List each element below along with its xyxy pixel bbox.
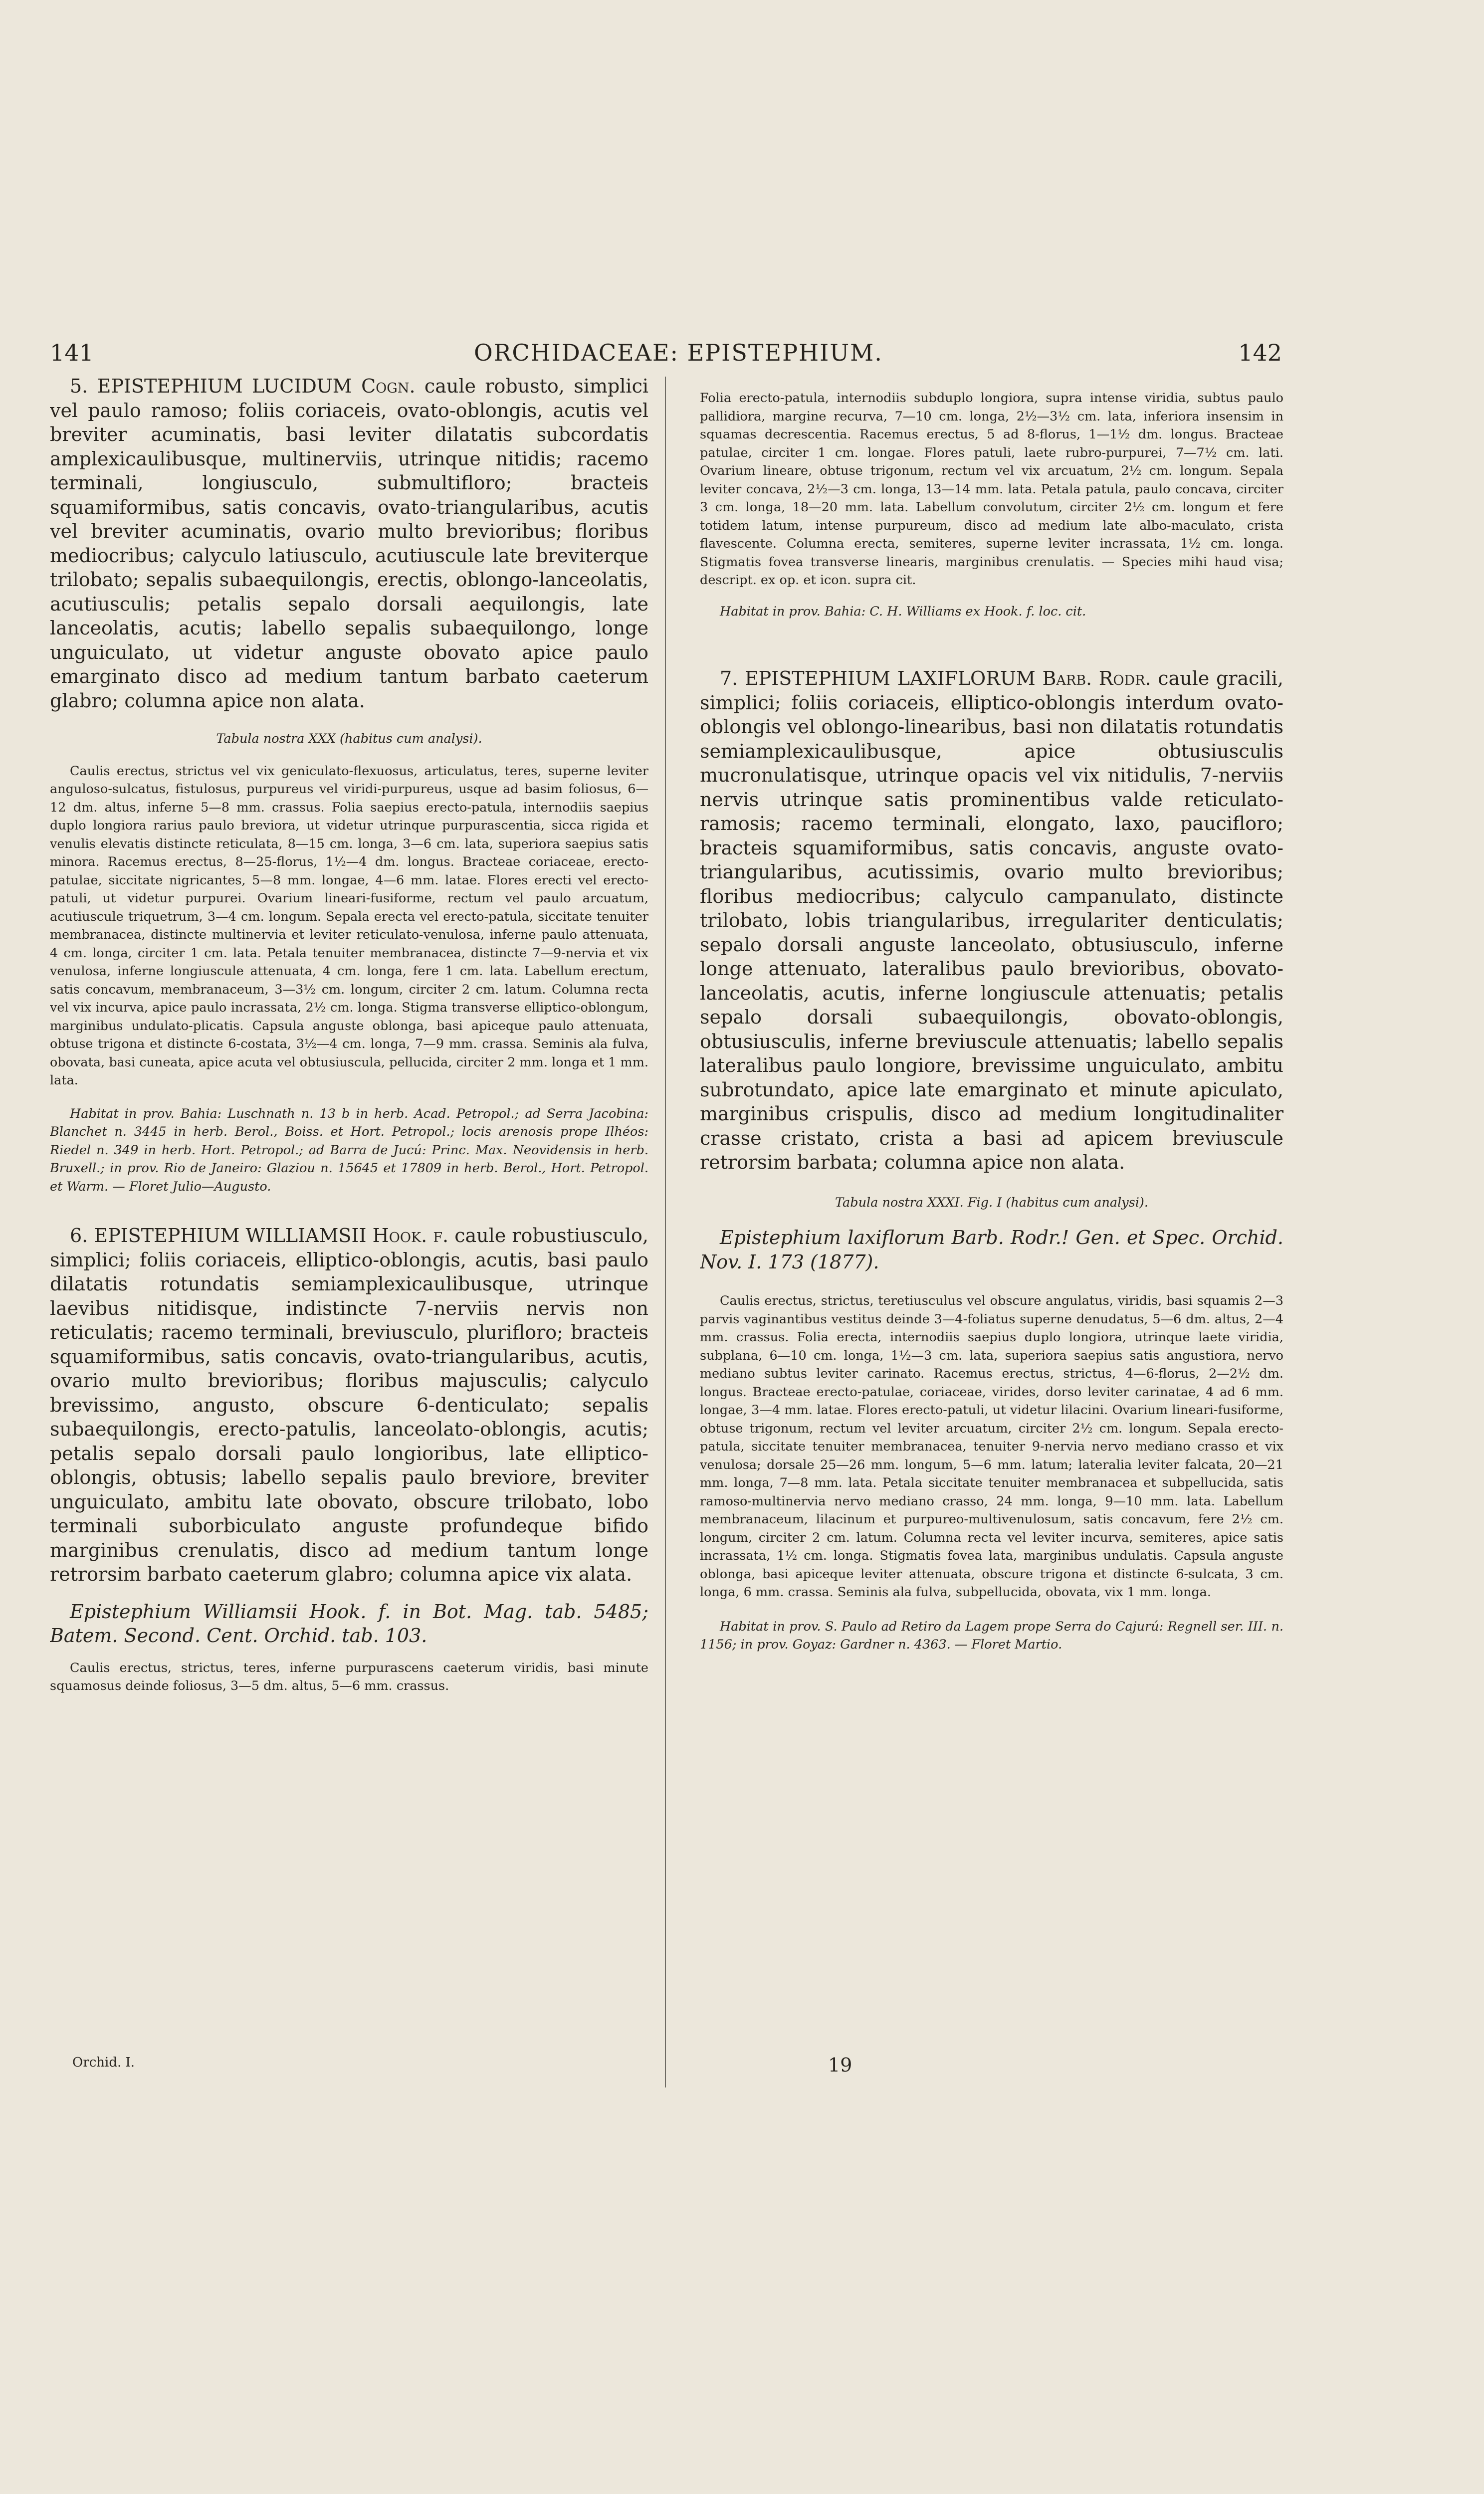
running-title: ORCHIDACEAE: EPISTEPHIUM.	[474, 339, 883, 366]
running-header	[50, 339, 1282, 369]
species-5-plate-reference: Tabula nostra XXX (habitus cum analysi).	[216, 731, 482, 746]
species-6-author: Hook. f.	[372, 1225, 449, 1247]
species-5-name: 5. EPISTEPHIUM LUCIDUM	[70, 375, 362, 397]
species-7-plate-reference: Tabula nostra XXXI. Fig. I (habitus cum analysi).	[835, 1195, 1148, 1210]
species-7-author: Barb. Rodr.	[1042, 667, 1151, 689]
page-number-right: 142	[1238, 339, 1282, 366]
species-6-description-continued: Folia erecto-patula, internodiis subduplo longiora, supra intense viridia, subtus paulo pallidiora, margine recurva, 7—10 cm. longa, 2½—3½ cm. lata, inferiora insensim in squamas decrescentia. Racemus erectus, 5 ad 8-florus, 1—1½ dm. longus. Bracteae patulae, circiter 1 cm. longae. Flores patuli, laete rubro-purpurei, 7—7½ cm. lati. Ovarium lineare, obtuse trigonum, rectum vel vix arcuatum, 2½ cm. longum. Sepala leviter concava, 2½—3 cm. longa, 13—14 mm. lata. Petala patula, paulo concava, circiter 3 cm. longa, 18—20 mm. lata. Labellum convolutum, circiter 2½ cm. longum et fere totidem latum, intense purpureum, disco ad medium late albo-maculato, crista flavescente. Columna erecta, semiteres, superne leviter incrassata, 1½ cm. longa. Stigmatis fovea transverse linearis, marginibus crenulatis. — Species mihi haud visa; descript. ex op. et icon. supra cit.	[700, 391, 1283, 588]
left-column	[50, 374, 648, 2075]
species-5-author: Cogn.	[361, 375, 416, 397]
species-6-description-start: Caulis erectus, strictus, teres, inferne purpurascens caeterum viridis, basi minute squamosus deinde foliosus, 3—5 dm. altus, 5—6 mm. crassus.	[50, 1660, 648, 1693]
species-7-habitat: Habitat in prov. S. Paulo ad Retiro da Lagem prope Serra do Cajurú: Regnell ser. III. n. 1156; in prov. Goyaz: Gardner n. 4363. — Floret Martio.	[700, 1619, 1283, 1652]
species-7-synonymy: Epistephium laxiflorum Barb. Rodr.! Gen. et Spec. Orchid. Nov. I. 173 (1877).	[700, 1227, 1283, 1273]
right-column	[700, 389, 1283, 2090]
species-6-name: 6. EPISTEPHIUM WILLIAMSII	[70, 1225, 373, 1247]
page-number-left: 141	[50, 339, 94, 366]
species-6-synonymy: Epistephium Williamsii Hook. f. in Bot. Mag. tab. 5485; Batem. Second. Cent. Orchid. tab. 103.	[50, 1600, 648, 1647]
species-6-diagnosis: 6. EPISTEPHIUM WILLIAMSII Hook. f. caule robustiusculo, simplici; foliis coriaceis, elliptico-oblongis, acutis, basi paulo dilatatis rotundatis semiamplexicaulibusque, utrinque laevibus nitidisque, indistincte 7-nerviis nervis non reticulatis; racemo terminali, breviusculo, plurifloro; bracteis squamiformibus, satis concavis, ovato-triangularibus, acutis, ovario multo brevioribus; floribus majusculis; calyculo brevissimo, angusto, obscure 6-denticulato; sepalis subaequilongis, erecto-patulis, lanceolato-oblongis, acutis; petalis sepalo dorsali paulo longioribus, late elliptico-oblongis, obtusis; labello sepalis paulo breviore, breviter unguiculato, ambitu late obovato, obscure trilobato, lobo terminali suborbiculato anguste profundeque bifido marginibus crenulatis, disco ad medium tantum longe retrorsim barbato caeterum glabro; columna apice vix alata.	[50, 1225, 648, 1585]
species-7-description: Caulis erectus, strictus, teretiusculus vel obscure angulatus, viridis, basi squamis 2—3 parvis vaginantibus vestitus deinde 3—4-foliatus superne denudatus, 5—6 dm. altus, 2—4 mm. crassus. Folia erecta, internodiis saepius duplo longiora, utrinque laete viridia, subplana, 6—10 cm. longa, 1½—3 cm. lata, superiora saepius satis angustiora, nervo mediano subtus leviter carinato. Racemus erectus, strictus, 4—6-florus, 2—2½ dm. longus. Bracteae erecto-patulae, coriaceae, virides, dorso leviter carinatae, 4 ad 6 mm. longae, 3—4 mm. latae. Flores erecto-patuli, ut videtur lilacini. Ovarium lineari-fusiforme, obtuse trigonum, rectum vel leviter arcuatum, circiter 2½ cm. longum. Sepala erecto-patula, siccitate tenuiter membranacea, tenuiter 9-nervia nervo mediano crasso et vix venulosa; dorsale 25—26 mm. longum, 5—6 mm. latum; lateralia leviter falcata, 20—21 mm. longa, 7—8 mm. lata. Petala siccitate tenuiter membranacea et subpellucida, satis ramoso-multinervia nervo mediano crasso, 24 mm. longa, 9—10 mm. lata. Labellum membranaceum, lilacinum et purpureo-multivenulosum, satis concavum, fere 2½ cm. longum, circiter 2 cm. latum. Columna recta vel leviter incurva, semiteres, apice satis incrassata, 1½ cm. longa. Stigmatis fovea lata, marginibus undulatis. Capsula anguste oblonga, basi apiceque leviter attenuata, obscure trigona et distincte 6-sulcata, 3 cm. longa, 6 mm. crassa. Seminis ala fulva, subpellucida, obovata, vix 1 mm. longa.	[700, 1293, 1283, 1600]
species-5-description: Caulis erectus, strictus vel vix geniculato-flexuosus, articulatus, teres, superne leviter anguloso-sulcatus, fistulosus, purpureus vel viridi-purpureus, usque ad basim foliosus, 6—12 dm. altus, inferne 5—8 mm. crassus. Folia saepius erecto-patula, internodiis saepius duplo longiora rarius paulo breviora, ut videtur utrinque purpurascentia, sicca rigida et venulis elevatis distincte reticulata, 8—15 cm. longa, 3—6 cm. lata, superiora saepius satis minora. Racemus erectus, 8—25-florus, 1½—4 dm. longus. Bracteae coriaceae, erecto-patulae, siccitate nigricantes, 5—8 mm. longae, 4—6 mm. latae. Flores erecti vel erecto-patuli, ut videtur purpurei. Ovarium lineari-fusiforme, rectum vel paulo arcuatum, acutiuscule triquetrum, 3—4 cm. longum. Sepala erecta vel erecto-patula, siccitate tenuiter membranacea, distincte multinervia et leviter reticulato-venulosa, inferne paulo attenuata, 4 cm. longa, circiter 1 cm. lata. Petala tenuiter membranacea, distincte 7—9-nervia et vix venulosa, inferne longiuscule attenuata, 4 cm. longa, fere 1 cm. lata. Labellum erectum, satis concavum, membranaceum, 3—3½ cm. longum, circiter 2 cm. latum. Columna recta vel vix incurva, apice paulo incrassata, 2½ cm. longa. Stigma transverse elliptico-oblongum, marginibus undulato-plicatis. Capsula anguste oblonga, basi apiceque paulo attenuata, obtuse trigona et distincte 6-costata, 3½—4 cm. longa, 7—9 mm. crassa. Seminis ala fulva, obovata, basi cuneata, apice acuta vel obtusiuscula, pellucida, circiter 2 mm. longa et 1 mm. lata.	[50, 763, 648, 1088]
volume-label: Orchid. I.	[72, 2055, 135, 2070]
sheet-number: 19	[828, 2054, 852, 2076]
species-5-diagnosis: 5. EPISTEPHIUM LUCIDUM Cogn. caule robusto, simplici vel paulo ramoso; foliis coriaceis, ovato-oblongis, acutis vel breviter acuminatis, basi leviter dilatatis subcordatis amplexicaulibusque, multinerviis, utrinque nitidis; racemo terminali, longiusculo, submultifloro; bracteis squamiformibus, satis concavis, ovato-triangularibus, acutis vel breviter acuminatis, ovario multo brevioribus; floribus mediocribus; calyculo latiusculo, acutiuscule late breviterque trilobato; sepalis subaequilongis, erectis, oblongo-lanceolatis, acutiusculis; petalis sepalo dorsali aequilongis, late lanceolatis, acutis; labello sepalis subaequilongo, longe unguiculato, ut videtur anguste obovato apice paulo emarginato disco ad medium tantum barbato caeterum glabro; columna apice non alata.	[50, 375, 648, 712]
species-5-habitat: Habitat in prov. Bahia: Luschnath n. 13 b in herb. Acad. Petropol.; ad Serra Jacobina: Blanchet n. 3445 in herb. Berol., Boiss. et Hort. Petropol.; locis arenosis prope Ilhéos: Riedel n. 349 in herb. Hort. Petropol.; ad Barra de Jucú: Princ. Max. Neovidensis in herb. Bruxell.; in prov. Rio de Janeiro: Glaziou n. 15645 et 17809 in herb. Berol., Hort. Petropol. et Warm. — Floret Julio—Augusto.	[50, 1106, 648, 1194]
species-6-habitat: Habitat in prov. Bahia: C. H. Williams ex Hook. f. loc. cit.	[720, 604, 1086, 619]
species-7-diagnosis: 7. EPISTEPHIUM LAXIFLORUM Barb. Rodr. caule gracili, simplici; foliis coriaceis, elliptico-oblongis interdum ovato-oblongis vel oblongo-linearibus, basi non dilatatis rotundatis semiamplexicaulibusque, apice obtusiusculis mucronulatisque, utrinque opacis vel vix nitidulis, 7-nerviis nervis utrinque satis prominentibus valde reticulato-ramosis; racemo terminali, elongato, laxo, paucifloro; bracteis squamiformibus, satis concavis, anguste ovato-triangularibus, acutissimis, ovario multo brevioribus; floribus mediocribus; calyculo campanulato, distincte trilobato, lobis triangularibus, irregulariter denticulatis; sepalo dorsali anguste lanceolato, obtusiusculo, inferne longe attenuato, lateralibus paulo brevioribus, obovato-lanceolatis, acutis, inferne longiuscule attenuatis; petalis sepalo dorsali subaequilongis, obovato-oblongis, obtusiusculis, inferne breviuscule attenuatis; labello sepalis lateralibus paulo longiore, brevissime unguiculato, ambitu subrotundato, apice late emarginato et minute apiculato, marginibus crispulis, disco ad medium longitudinaliter crasse cristato, crista a basi ad apicem breviuscule retrorsim barbata; columna apice non alata.	[700, 667, 1283, 1173]
column-divider	[665, 377, 666, 2087]
species-7-name: 7. EPISTEPHIUM LAXIFLORUM	[720, 667, 1043, 689]
